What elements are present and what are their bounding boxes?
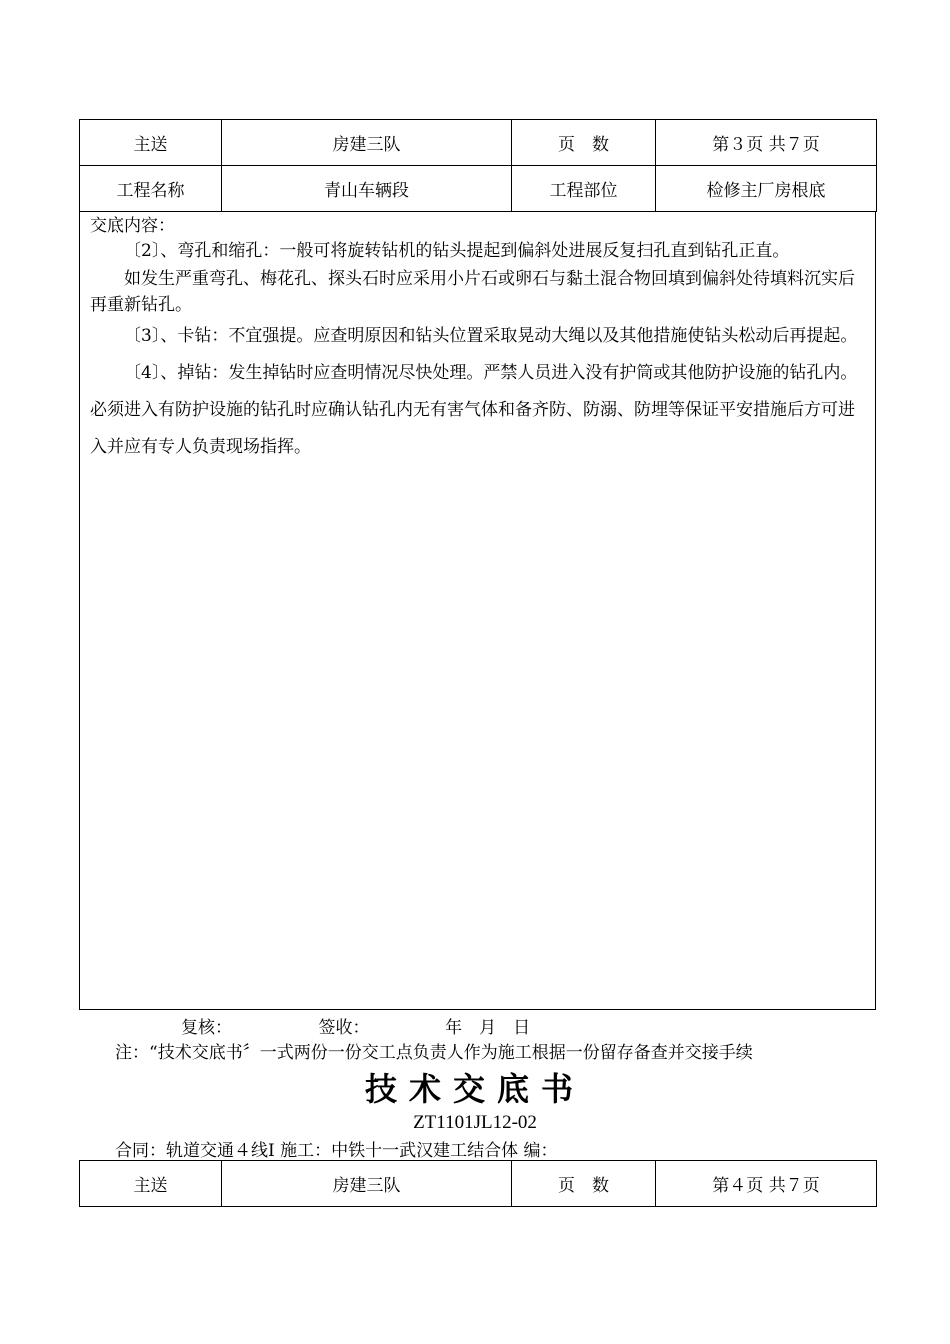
footer-note: 注：“技术交底书〞一式两份一份交工点负责人作为施工根据一份留存备查并交接手续 xyxy=(115,1043,753,1063)
next-recipient-value: 房建三队 xyxy=(222,1161,512,1207)
signature-line xyxy=(181,1013,530,1038)
recipient-label: 主送 xyxy=(80,120,222,166)
project-part-label: 工程部位 xyxy=(512,166,656,212)
recipient-value: 房建三队 xyxy=(222,120,512,166)
project-name-value: 青山车辆段 xyxy=(222,166,512,212)
contract-line: 合同：轨道交通４线Ⅰ 施工：中铁十一武汉建工结合体 编： xyxy=(115,1141,558,1161)
receive-label: 签收： xyxy=(318,1018,370,1038)
document-code: ZT1101JL12-02 xyxy=(413,1112,537,1133)
project-name-label: 工程名称 xyxy=(80,166,222,212)
project-part-value: 检修主厂房根底 xyxy=(656,166,877,212)
page-count-label: 页 数 xyxy=(512,120,656,166)
briefing-paragraph-stuck-drill: 〔3〕、卡钻：不宜强提。应查明原因和钻头位置采取晃动大绳以及其他措施使钻头松动后再提起。 xyxy=(124,326,858,346)
briefing-content-label: 交底内容： xyxy=(90,216,175,236)
briefing-paragraph-backfill: 如发生严重弯孔、梅花孔、探头石时应采用小片石或卵石与黏土混合物回填到偏斜处待填料沉实后再重新钻孔。 xyxy=(90,269,855,315)
project-row xyxy=(80,166,877,212)
document-title: 技术交底书 xyxy=(364,1070,585,1108)
next-page-count-value: 第４页 共７页 xyxy=(656,1161,877,1207)
page-count-value: 第３页 共７页 xyxy=(656,120,877,166)
next-recipient-label: 主送 xyxy=(80,1161,222,1207)
header-info-table xyxy=(79,119,877,212)
next-page-header-table xyxy=(79,1160,877,1207)
review-label: 复核： xyxy=(181,1018,232,1038)
date-label: 年 月 日 xyxy=(445,1018,531,1038)
next-recipient-row xyxy=(80,1161,877,1207)
next-page-count-label: 页 数 xyxy=(512,1161,656,1207)
briefing-paragraph-bent-hole: 〔2〕、弯孔和缩孔：一般可将旋转钻机的钻头提起到偏斜处进展反复扫孔直到钻孔正直。 xyxy=(124,241,790,261)
briefing-content-box xyxy=(79,211,876,1010)
recipient-row xyxy=(80,120,877,166)
briefing-paragraph-dropped-drill: 〔4〕、掉钻：发生掉钻时应查明情况尽快处理。严禁人员进入没有护筒或其他防护设施的钻孔内。必须进入有防护设施的钻孔时应确认钻孔内无有害气体和备齐防、防溺、防埋等保证平安措施后方可进入并应有专人负责现场指挥。 xyxy=(90,363,858,457)
